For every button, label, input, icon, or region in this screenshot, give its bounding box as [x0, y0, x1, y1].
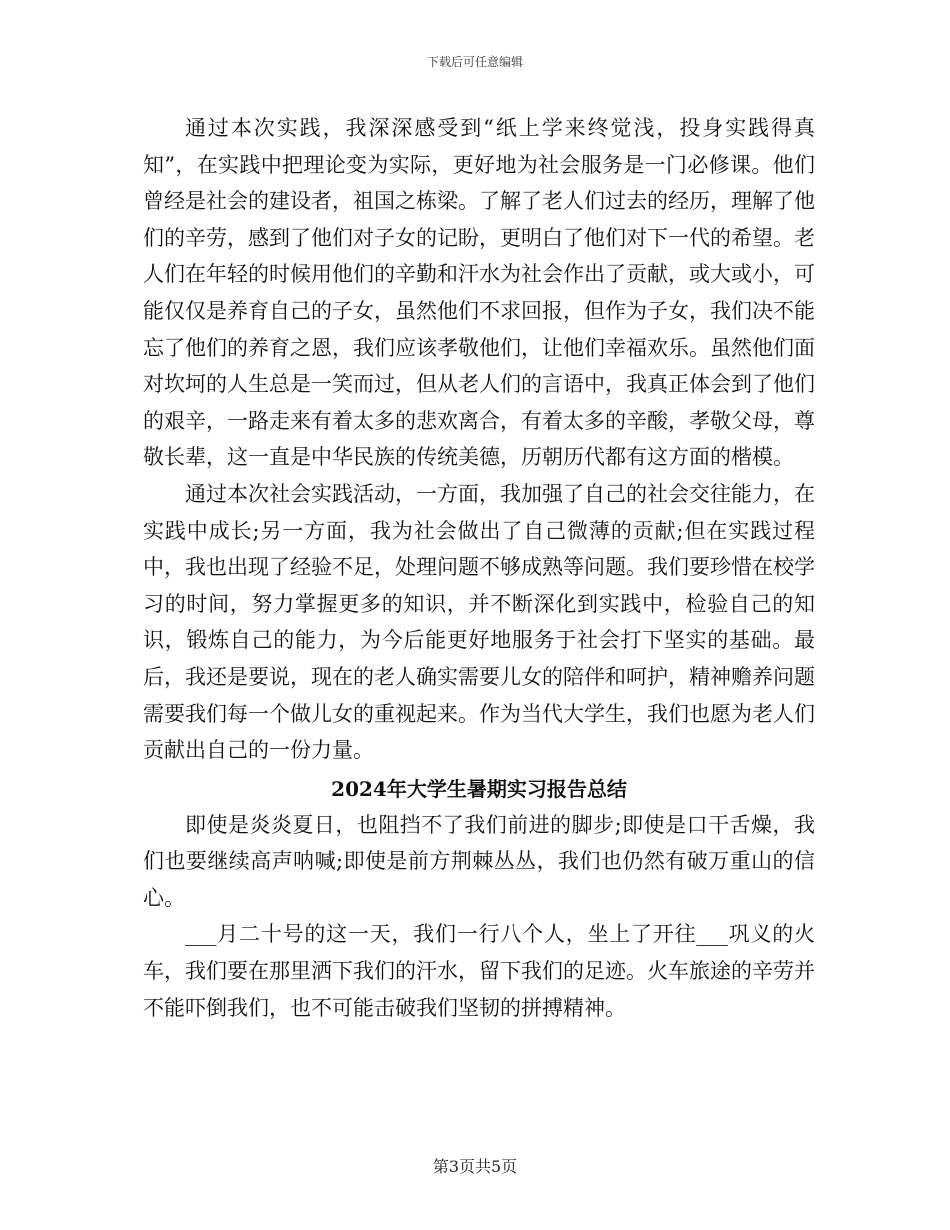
page-footer: 第3页共5页: [432, 1157, 518, 1176]
section-paragraph-1: 即使是炎炎夏日，也阻挡不了我们前进的脚步;即使是口干舌燥，我们也要继续高声呐喊;即使是前方荆棘丛丛，我们也仍然有破万重山的信心。: [143, 812, 815, 910]
document-body: [143, 110, 815, 1026]
section-title: 2024年大学生暑期实习报告总结: [331, 776, 627, 801]
body-paragraph-2: 通过本次社会实践活动，一方面，我加强了自己的社会交往能力，在实践中成长;另一方面，我为社会做出了自己微薄的贡献;但在实践过程中，我也出现了经验不足，处理问题不够成熟等问题。我们要珍惜在校学习的时间，努力掌握更多的知识，并不断深化到实践中，检验自己的知识，锻炼自己的能力，为今后能更好地服务于社会打下坚实的基础。最后，我还是要说，现在的老人确实需要儿女的陪伴和呵护，精神赡养问题需要我们每一个做儿女的重视起来。作为当代大学生，我们也愿为老人们贡献出自己的一份力量。: [143, 481, 815, 763]
page-header: 下载后可任意编辑: [426, 55, 523, 69]
body-paragraph-1: 通过本次实践，我深深感受到“纸上学来终觉浅，投身实践得真知”，在实践中把理论变为实际，更好地为社会服务是一门必修课。他们曾经是社会的建设者，祖国之栋梁。了解了老人们过去的经历，理解了他们的辛劳，感到了他们对子女的记盼，更明白了他们对下一代的希望。老人们在年轻的时候用他们的辛勤和汗水为社会作出了贡献，或大或小，可能仅仅是养育自己的子女，虽然他们不求回报，但作为子女，我们决不能忘了他们的养育之恩，我们应该孝敬他们，让他们幸福欢乐。虽然他们面对坎坷的人生总是一笑而过，但从老人们的言语中，我真正体会到了他们的艰辛，一路走来有着太多的悲欢离合，有着太多的辛酸，孝敬父母，尊敬长辈，这一直是中华民族的传统美德，历朝历代都有这方面的楷模。: [143, 116, 815, 470]
section-paragraph-2: ___月二十号的这一天，我们一行八个人，坐上了开往___巩义的火车，我们要在那里洒下我们的汗水，留下我们的足迹。火车旅途的辛劳并不能吓倒我们，也不可能击破我们坚韧的拼搏精神。: [143, 922, 815, 1020]
